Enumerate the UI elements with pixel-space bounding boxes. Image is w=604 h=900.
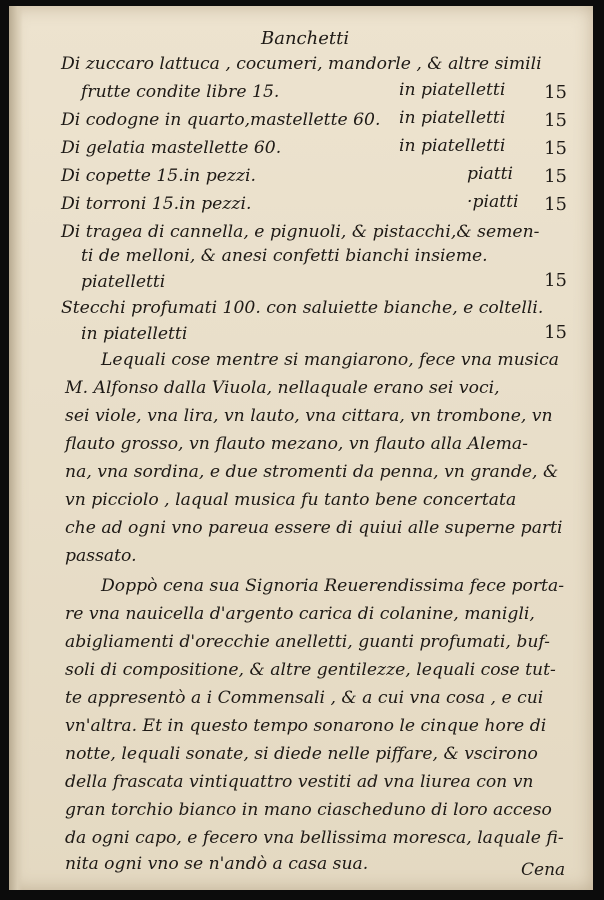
item-unit: piatti: [467, 164, 514, 184]
item-line: frutte condite libre 15.: [81, 82, 280, 102]
item-quantity: 15: [544, 82, 567, 103]
item-line: Stecchi profumati 100. con saluiette bianche, e coltelli.: [61, 298, 544, 318]
paragraph-line: della frascata vintiquattro vestiti ad vna liurea con vn: [65, 772, 534, 792]
paragraph-line: M. Alfonso dalla Viuola, nellaquale erano sei voci,: [65, 378, 500, 398]
item-line: in piatelletti: [81, 324, 188, 344]
running-header: Banchetti: [261, 28, 350, 49]
item-quantity: 15: [544, 322, 567, 343]
item-quantity: 15: [544, 166, 567, 187]
paragraph-line: passato.: [65, 546, 137, 566]
paragraph-line: vn'altra. Et in questo tempo sonarono le cinque hore di: [65, 716, 547, 736]
page-text: [9, 6, 593, 890]
paragraph-line: soli di compositione, & altre gentilezze, lequali cose tut-: [65, 660, 556, 680]
item-line: Di zuccaro lattuca , cocumeri, mandorle , & altre simili: [61, 54, 542, 74]
item-line: Di codogne in quarto,mastellette 60.: [61, 110, 381, 130]
item-unit: in piatelletti: [399, 80, 506, 100]
paragraph-line: sei viole, vna lira, vn lauto, vna cittara, vn trombone, vn: [65, 406, 553, 426]
book-page: [9, 6, 593, 890]
item-unit: in piatelletti: [399, 108, 506, 128]
item-line: Di torroni 15.in pezzi.: [61, 194, 252, 214]
paragraph-line: che ad ogni vno pareua essere di quiui alle superne parti: [65, 518, 563, 538]
item-quantity: 15: [544, 110, 567, 131]
item-line: Di copette 15.in pezzi.: [61, 166, 256, 186]
item-quantity: 15: [544, 270, 567, 291]
paragraph-line: te appresentò a i Commensali , & a cui vna cosa , e cui: [65, 688, 544, 708]
item-unit: ·piatti: [467, 192, 519, 212]
item-unit: in piatelletti: [399, 136, 506, 156]
paragraph-line: nita ogni vno se n'andò a casa sua.: [65, 854, 369, 874]
paragraph-line: Lequali cose mentre si mangiarono, fece vna musica: [101, 350, 559, 370]
item-line: Di tragea di cannella, e pignuoli, & pistacchi,& semen-: [61, 222, 540, 242]
paragraph-line: vn picciolo , laqual musica fu tanto bene concertata: [65, 490, 517, 510]
item-quantity: 15: [544, 194, 567, 215]
item-quantity: 15: [544, 138, 567, 159]
catchword: Cena: [521, 860, 566, 880]
paragraph-line: re vna nauicella d'argento carica di colanine, manigli,: [65, 604, 535, 624]
paragraph-line: notte, lequali sonate, si diede nelle piffare, & vscirono: [65, 744, 538, 764]
item-line: piatelletti: [81, 272, 166, 292]
item-line: ti de melloni, & anesi confetti bianchi insieme.: [81, 246, 488, 266]
item-line: Di gelatia mastellette 60.: [61, 138, 282, 158]
paragraph-line: Doppò cena sua Signoria Reuerendissima fece porta-: [101, 576, 565, 596]
paragraph-line: da ogni capo, e fecero vna bellissima moresca, laquale fi-: [65, 828, 564, 848]
paragraph-line: abigliamenti d'orecchie anelletti, guanti profumati, buf-: [65, 632, 550, 652]
paragraph-line: gran torchio bianco in mano ciascheduno di loro acceso: [65, 800, 552, 820]
paragraph-line: na, vna sordina, e due stromenti da penna, vn grande, &: [65, 462, 559, 482]
paragraph-line: flauto grosso, vn flauto mezano, vn flauto alla Alema-: [65, 434, 528, 454]
